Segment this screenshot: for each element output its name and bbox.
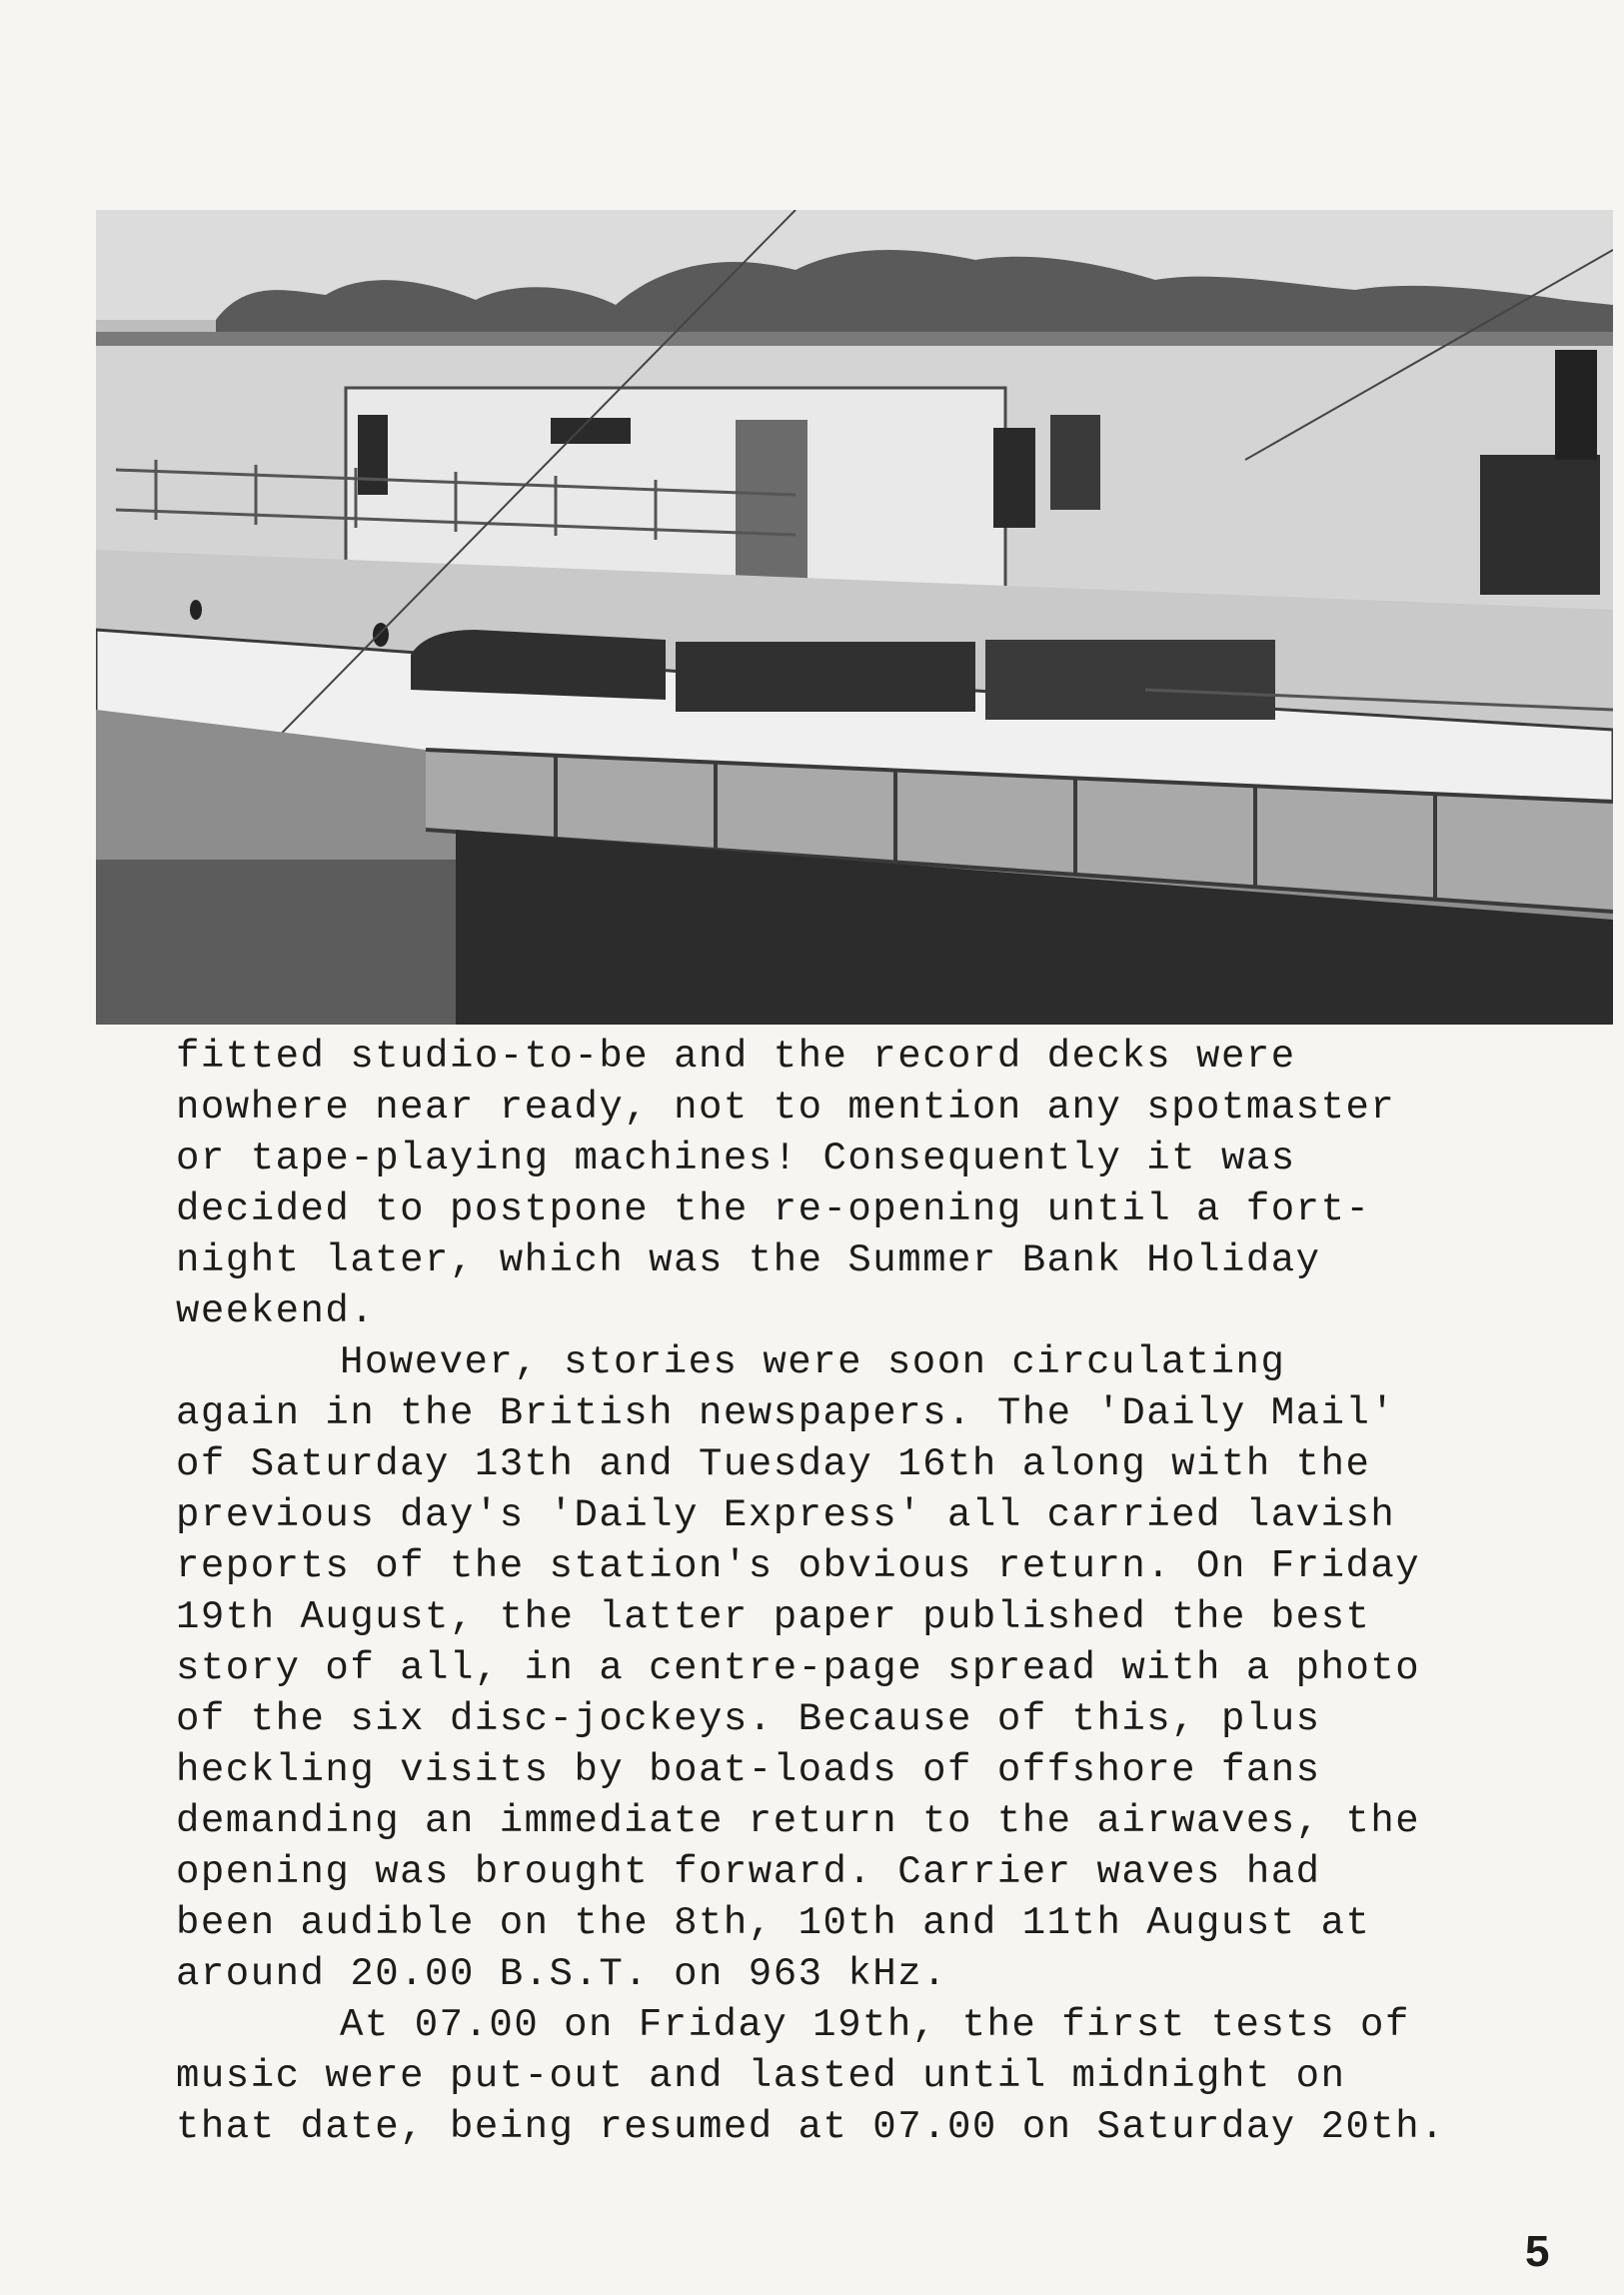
text-line: around 20.00 B.S.T. on 963 kHz. xyxy=(176,1952,948,1996)
text-line: At 07.00 on Friday 19th, the first tests of xyxy=(340,2003,1410,2047)
text-line: music were put-out and lasted until midnight on xyxy=(176,2054,1346,2098)
text-line: weekend. xyxy=(176,1289,376,1333)
text-line: demanding an immediate return to the airwaves, the xyxy=(176,1799,1421,1843)
text-line: night later, which was the Summer Bank Holiday xyxy=(176,1238,1321,1282)
text-line: again in the British newspapers. The 'Daily Mail' xyxy=(176,1391,1396,1435)
article-body xyxy=(176,1032,1595,2153)
boat-photo-image xyxy=(96,210,1613,1025)
text-line: decided to postpone the re-opening until a fort- xyxy=(176,1187,1371,1231)
text-line: However, stories were soon circulating xyxy=(340,1340,1286,1384)
text-line: previous day's 'Daily Express' all carried lavish xyxy=(176,1493,1396,1537)
text-line: story of all, in a centre-page spread with a photo xyxy=(176,1646,1421,1690)
text-line: of Saturday 13th and Tuesday 16th along with the xyxy=(176,1442,1371,1486)
text-line: opening was brought forward. Carrier waves had xyxy=(176,1850,1321,1894)
page-number: 5 xyxy=(1525,2227,1550,2276)
text-line: or tape-playing machines! Consequently it was xyxy=(176,1137,1296,1180)
text-line: 19th August, the latter paper published the best xyxy=(176,1595,1371,1639)
text-line: reports of the station's obvious return. On Friday xyxy=(176,1544,1421,1588)
text-line: been audible on the 8th, 10th and 11th August at xyxy=(176,1901,1371,1945)
boat-photo xyxy=(96,210,1613,1025)
text-line: nowhere near ready, not to mention any spotmaster xyxy=(176,1086,1396,1130)
text-line: of the six disc-jockeys. Because of this, plus xyxy=(176,1697,1321,1741)
text-line: fitted studio-to-be and the record decks were xyxy=(176,1035,1296,1079)
text-line: that date, being resumed at 07.00 on Saturday 20th. xyxy=(176,2105,1446,2149)
text-line: heckling visits by boat-loads of offshore fans xyxy=(176,1748,1321,1792)
